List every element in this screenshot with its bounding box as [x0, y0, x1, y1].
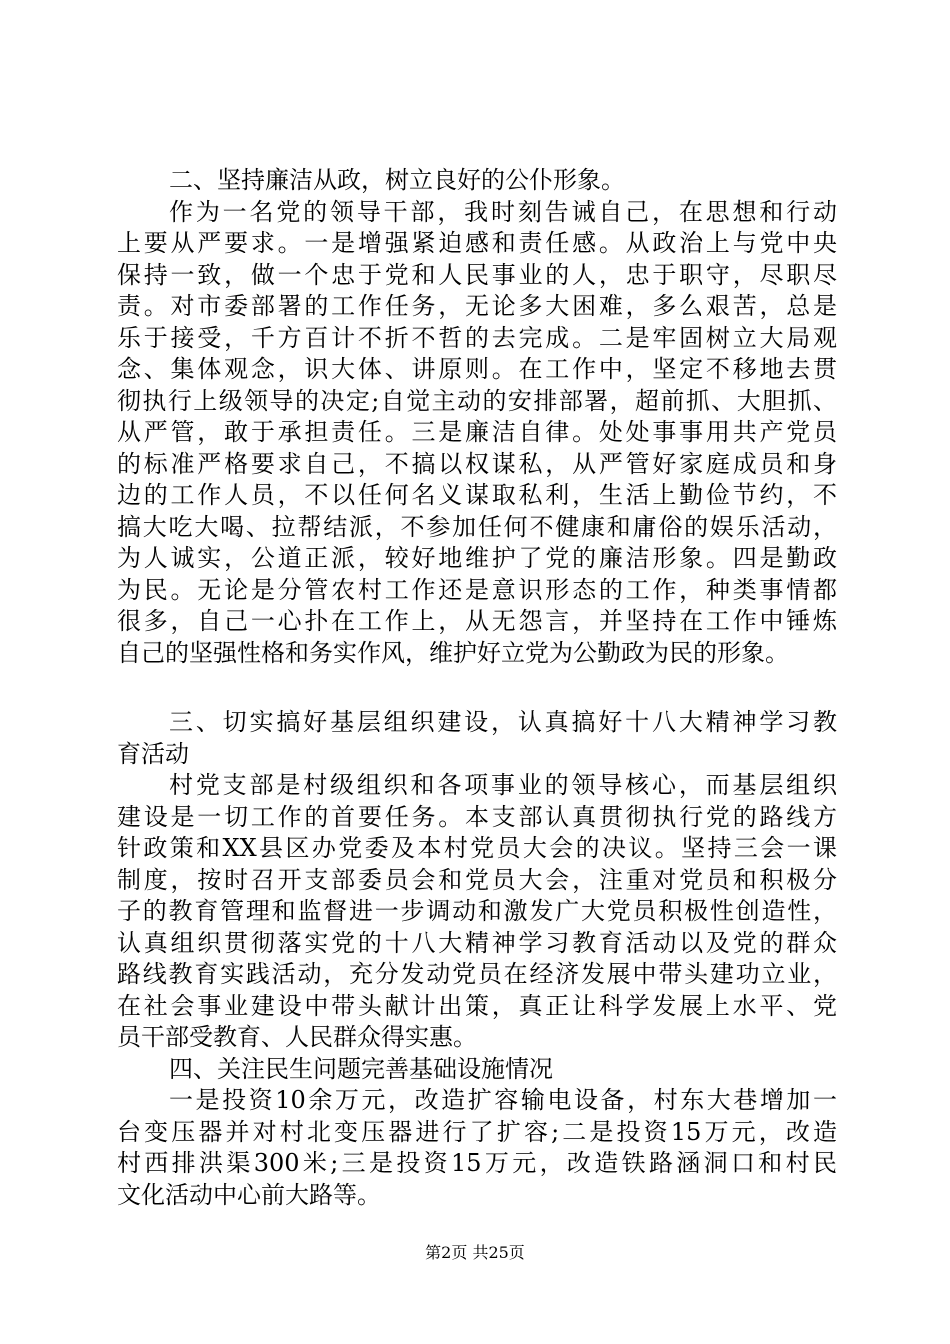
section-heading: 四、关注民生问题完善基础设施情况 — [169, 1054, 553, 1083]
paragraph-line: 子的教育管理和监督进一步调动和激发广大党员积极性创造性， — [117, 897, 837, 925]
paragraph-line: 认真组织贯彻落实党的十八大精神学习教育活动以及党的群众 — [117, 928, 837, 957]
document-body — [117, 165, 837, 1211]
paragraph-line: 搞大吃大喝、拉帮结派，不参加任何不健康和庸俗的娱乐活动， — [117, 512, 837, 541]
section-heading: 二、坚持廉洁从政，树立良好的公仆形象。 — [169, 166, 625, 194]
paragraph-line: 制度，按时召开支部委员会和党员大会，注重对党员和积极分 — [117, 865, 837, 894]
paragraph-line: 村西排洪渠300米;三是投资15万元，改造铁路涵洞口和村民 — [117, 1149, 837, 1177]
paragraph-line: 边的工作人员，不以任何名义谋取私利，生活上勤俭节约，不 — [117, 481, 837, 509]
paragraph-line: 上要从严要求。一是增强紧迫感和责任感。从政治上与党中央 — [117, 229, 837, 257]
paragraph-line: 念、集体观念，识大体、讲原则。在工作中，坚定不移地去贯 — [117, 355, 837, 383]
section-heading: 三、切实搞好基层组织建设，认真搞好十八大精神学习教 — [169, 708, 837, 736]
paragraph-line: 在社会事业建设中带头献计出策，真正让科学发展上水平、党 — [117, 991, 837, 1020]
paragraph-line: 乐于接受，千方百计不折不哲的去完成。二是牢固树立大局观 — [117, 323, 837, 352]
paragraph-line: 自己的坚强性格和务实作风，维护好立党为公勤政为民的形象。 — [117, 638, 789, 667]
paragraph-line: 彻执行上级领导的决定;自觉主动的安排部署，超前抓、大胆抓、 — [117, 386, 837, 415]
paragraph-line: 文化活动中心前大路等。 — [117, 1180, 381, 1209]
paragraph-line: 台变压器并对村北变压器进行了扩容;二是投资15万元，改造 — [117, 1117, 837, 1146]
paragraph-line: 从严管，敢于承担责任。三是廉洁自律。处处事事用共产党员 — [117, 418, 837, 446]
paragraph-line: 作为一名党的领导干部，我时刻告诫自己，在思想和行动 — [169, 197, 837, 226]
paragraph-line: 一是投资10余万元，改造扩容输电设备，村东大巷增加一 — [169, 1086, 837, 1114]
paragraph-line: 村党支部是村级组织和各项事业的领导核心，而基层组织 — [169, 771, 837, 799]
paragraph-line: 的标准严格要求自己，不搞以权谋私，从严管好家庭成员和身 — [117, 449, 837, 478]
paragraph-line: 建设是一切工作的首要任务。本支部认真贯彻执行党的路线方 — [117, 802, 837, 831]
paragraph-line: 责。对市委部署的工作任务，无论多大困难，多么艰苦，总是 — [117, 292, 837, 320]
paragraph-line: 保持一致，做一个忠于党和人民事业的人，忠于职守，尽职尽 — [117, 260, 837, 289]
paragraph-line: 路线教育实践活动，充分发动党员在经济发展中带头建功立业， — [117, 960, 837, 988]
paragraph-line: 为人诚实，公道正派，较好地维护了党的廉洁形象。四是勤政 — [117, 544, 837, 572]
page-number-footer: 第2页 共25页 — [425, 1243, 525, 1262]
section-heading: 育活动 — [117, 739, 189, 768]
paragraph-line: 员干部受教育、人民群众得实惠。 — [117, 1023, 477, 1051]
paragraph-line: 针政策和XX县区办党委及本村党员大会的决议。坚持三会一课 — [117, 834, 837, 862]
section-spacer — [117, 669, 837, 707]
paragraph-line: 很多，自己一心扑在工作上，从无怨言，并坚持在工作中锤炼 — [117, 607, 837, 635]
paragraph-line: 为民。无论是分管农村工作还是意识形态的工作，种类事情都 — [117, 575, 837, 604]
